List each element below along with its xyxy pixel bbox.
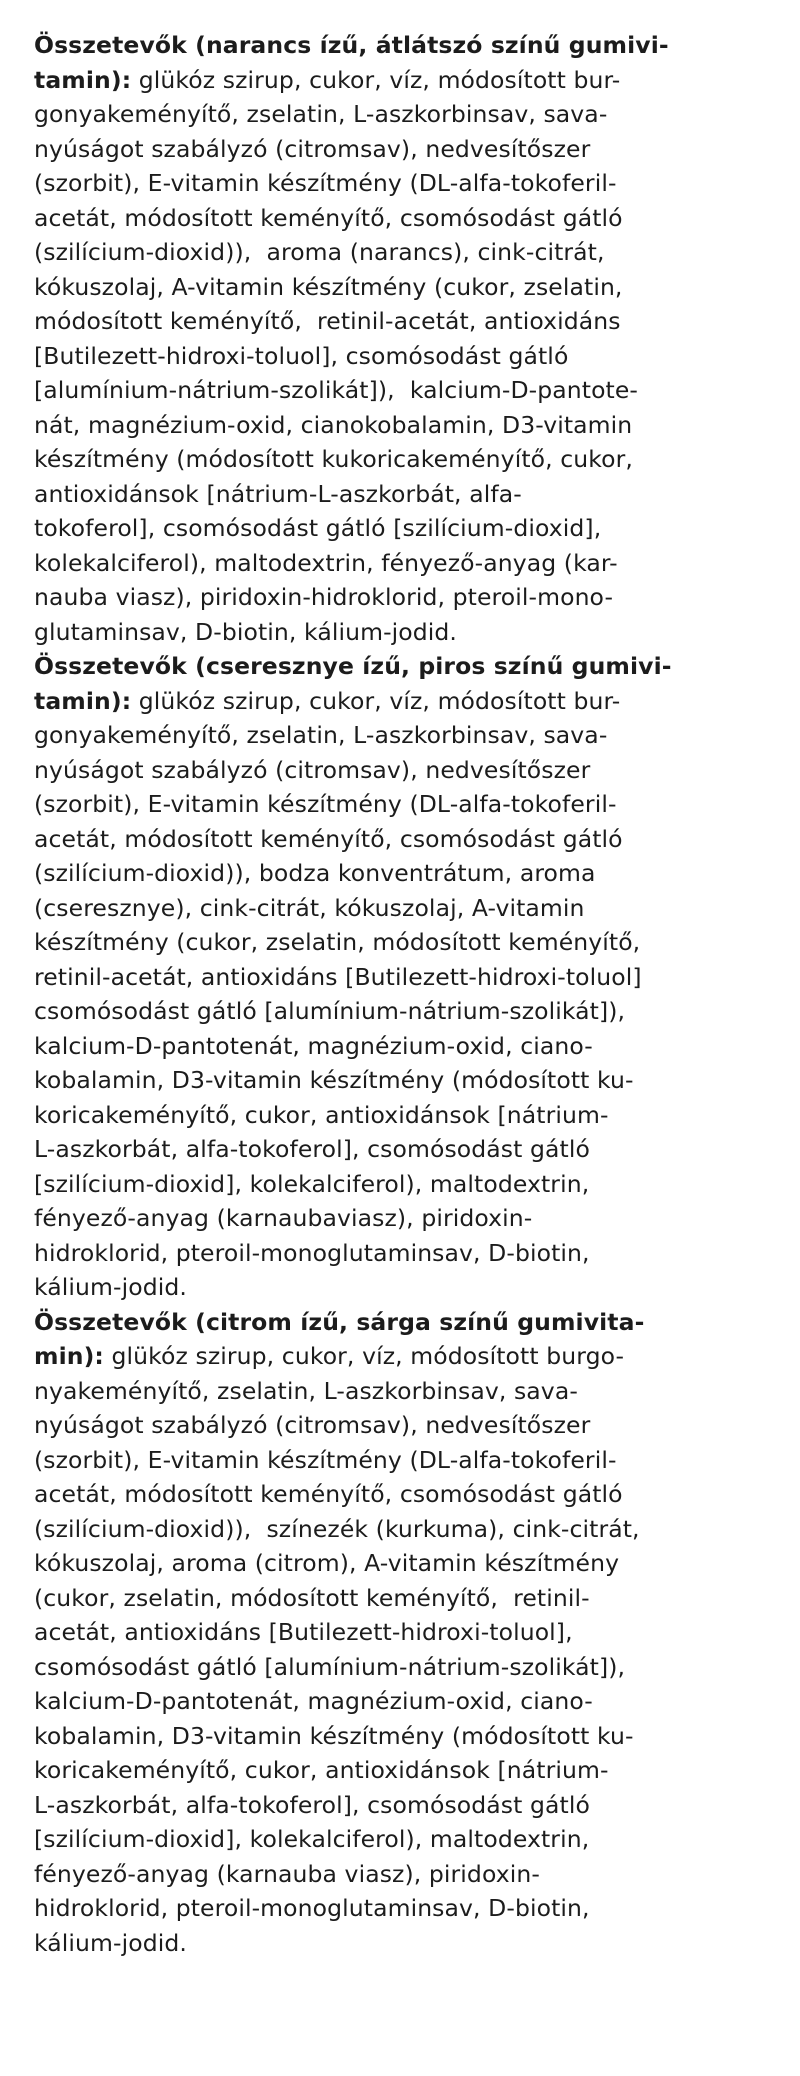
text-line bbox=[34, 1029, 764, 1064]
text-line bbox=[34, 1857, 764, 1892]
ingredients-text: [szilícium-dioxid], kolekalciferol), maltodextrin, bbox=[34, 1169, 590, 1198]
text-line bbox=[34, 615, 764, 650]
text-line bbox=[34, 1132, 764, 1167]
text-line bbox=[34, 1339, 764, 1374]
ingredients-text: (szilícium-dioxid)), bodza konventrátum, aroma bbox=[34, 859, 596, 887]
ingredients-text: acetát, módosított keményítő, csomósodást gátló bbox=[34, 1480, 623, 1508]
ingredients-text: nyakeményítő, zselatin, L-aszkorbinsav, sava- bbox=[34, 1376, 578, 1405]
ingredients-text: (szorbit), E-vitamin készítmény (DL-alfa-tokoferil- bbox=[34, 169, 617, 197]
text-line bbox=[34, 994, 764, 1029]
ingredients-text: készítmény (módosított kukoricakeményítő, cukor, bbox=[34, 445, 633, 473]
text-line bbox=[34, 960, 764, 995]
text-line bbox=[34, 442, 764, 477]
ingredients-text: nyúságot szabályzó (citromsav), nedvesítőszer bbox=[34, 134, 591, 163]
text-line bbox=[34, 373, 764, 408]
text-line bbox=[34, 1753, 764, 1788]
text-line bbox=[34, 1512, 764, 1547]
text-line bbox=[34, 1926, 764, 1961]
ingredients-text: nyúságot szabályzó (citromsav), nedvesítőszer bbox=[34, 1411, 591, 1439]
text-line bbox=[34, 1615, 764, 1650]
ingredients-text: kókuszolaj, A-vitamin készítmény (cukor, zselatin, bbox=[34, 272, 623, 301]
text-line bbox=[34, 63, 764, 98]
ingredients-section-narancs bbox=[34, 28, 764, 649]
ingredients-text: kálium-jodid. bbox=[34, 1928, 187, 1957]
ingredients-text: kobalamin, D3-vitamin készítmény (módosított ku- bbox=[34, 1721, 634, 1750]
ingredients-text: koricakeményítő, cukor, antioxidánsok [nátrium- bbox=[34, 1756, 609, 1784]
ingredients-text: acetát, módosított keményítő, csomósodást gátló bbox=[34, 203, 623, 232]
text-line bbox=[34, 1167, 764, 1202]
ingredients-text: tokoferol], csomósodást gátló [szilícium-dioxid], bbox=[34, 514, 602, 542]
text-line bbox=[34, 97, 764, 132]
text-line bbox=[34, 1305, 764, 1340]
ingredients-heading-text: tamin): bbox=[34, 686, 132, 715]
ingredients-text: L-aszkorbát, alfa-tokoferol], csomósodást gátló bbox=[34, 1790, 590, 1819]
ingredients-text: nyúságot szabályzó (citromsav), nedvesítőszer bbox=[34, 755, 591, 784]
ingredients-text: (szorbit), E-vitamin készítmény (DL-alfa-tokoferil- bbox=[34, 790, 617, 818]
ingredients-text: fényező-anyag (karnaubaviasz), piridoxin- bbox=[34, 1204, 533, 1232]
text-line bbox=[34, 1719, 764, 1754]
ingredients-text: fényező-anyag (karnauba viasz), piridoxin- bbox=[34, 1859, 540, 1888]
text-line bbox=[34, 511, 764, 546]
text-line bbox=[34, 1201, 764, 1236]
text-line bbox=[34, 1650, 764, 1685]
text-line bbox=[34, 1408, 764, 1443]
ingredients-text: glükóz szirup, cukor, víz, módosított bur- bbox=[131, 686, 621, 715]
ingredients-text: (cukor, zselatin, módosított keményítő, retinil- bbox=[34, 1583, 590, 1612]
text-line bbox=[34, 1236, 764, 1271]
text-line bbox=[34, 235, 764, 270]
ingredients-text: készítmény (cukor, zselatin, módosított keményítő, bbox=[34, 928, 641, 956]
ingredients-text: kalcium-D-pantotenát, magnézium-oxid, ciano- bbox=[34, 1031, 593, 1060]
text-line bbox=[34, 546, 764, 581]
text-line bbox=[34, 304, 764, 339]
text-line bbox=[34, 132, 764, 167]
text-line bbox=[34, 1098, 764, 1133]
text-line bbox=[34, 925, 764, 960]
text-line bbox=[34, 1063, 764, 1098]
ingredients-text: glutaminsav, D-biotin, kálium-jodid. bbox=[34, 617, 457, 646]
ingredients-text: kókuszolaj, aroma (citrom), A-vitamin készítmény bbox=[34, 1549, 620, 1577]
text-line bbox=[34, 718, 764, 753]
ingredients-heading-text: Összetevők (citrom ízű, sárga színű gumivita- bbox=[34, 1307, 645, 1336]
ingredients-text: (szorbit), E-vitamin készítmény (DL-alfa-tokoferil- bbox=[34, 1445, 617, 1474]
ingredients-text: [alumínium-nátrium-szolikát]), kalcium-D-pantote- bbox=[34, 376, 639, 404]
text-line bbox=[34, 856, 764, 891]
ingredients-text: L-aszkorbát, alfa-tokoferol], csomósodást gátló bbox=[34, 1135, 590, 1163]
text-line bbox=[34, 166, 764, 201]
ingredients-text: kalcium-D-pantotenát, magnézium-oxid, ciano- bbox=[34, 1687, 593, 1715]
ingredients-text: módosított keményítő, retinil-acetát, antioxidáns bbox=[34, 307, 621, 335]
text-line bbox=[34, 684, 764, 719]
text-line bbox=[34, 753, 764, 788]
text-line bbox=[34, 1270, 764, 1305]
text-line bbox=[34, 787, 764, 822]
ingredients-heading-text: Összetevők (cseresznye ízű, piros színű gumivi- bbox=[34, 652, 672, 680]
ingredients-text: acetát, módosított keményítő, csomósodást gátló bbox=[34, 824, 623, 853]
ingredients-text: antioxidánsok [nátrium-L-aszkorbát, alfa- bbox=[34, 479, 522, 508]
ingredients-text: retinil-acetát, antioxidáns [Butilezett-hidroxi-toluol] bbox=[34, 962, 642, 991]
text-line bbox=[34, 580, 764, 615]
text-line bbox=[34, 201, 764, 236]
ingredients-text: nát, magnézium-oxid, cianokobalamin, D3-vitamin bbox=[34, 410, 633, 439]
ingredients-text: nauba viasz), piridoxin-hidroklorid, pteroil-mono- bbox=[34, 583, 614, 611]
ingredients-text: [Butilezett-hidroxi-toluol], csomósodást gátló bbox=[34, 341, 569, 370]
text-line bbox=[34, 1891, 764, 1926]
text-line bbox=[34, 270, 764, 305]
text-line bbox=[34, 1477, 764, 1512]
ingredients-section-cseresznye bbox=[34, 649, 764, 1305]
ingredients-text: glükóz szirup, cukor, víz, módosított bur- bbox=[131, 65, 621, 94]
text-line bbox=[34, 1788, 764, 1823]
ingredients-text: kálium-jodid. bbox=[34, 1273, 187, 1301]
ingredients-text: (szilícium-dioxid)), színezék (kurkuma), cink-citrát, bbox=[34, 1514, 640, 1543]
ingredients-heading-text: Összetevők (narancs ízű, átlátszó színű gumivi- bbox=[34, 31, 669, 59]
text-line bbox=[34, 28, 764, 63]
text-line bbox=[34, 822, 764, 857]
ingredients-text: kolekalciferol), maltodextrin, fényező-anyag (kar- bbox=[34, 548, 618, 577]
text-line bbox=[34, 339, 764, 374]
ingredients-section-citrom bbox=[34, 1305, 764, 1961]
ingredients-text: (cseresznye), cink-citrát, kókuszolaj, A-vitamin bbox=[34, 893, 585, 922]
text-line bbox=[34, 477, 764, 512]
text-line bbox=[34, 1581, 764, 1616]
text-line bbox=[34, 649, 764, 684]
ingredients-text: gonyakeményítő, zselatin, L-aszkorbinsav, sava- bbox=[34, 721, 608, 749]
ingredients-text: gonyakeményítő, zselatin, L-aszkorbinsav, sava- bbox=[34, 100, 608, 128]
ingredients-text: glükóz szirup, cukor, víz, módosított burgo- bbox=[103, 1342, 625, 1370]
ingredients-document bbox=[34, 28, 764, 1960]
text-line bbox=[34, 1443, 764, 1478]
text-line bbox=[34, 1374, 764, 1409]
ingredients-text: csomósodást gátló [alumínium-nátrium-szolikát]), bbox=[34, 1652, 626, 1681]
text-line bbox=[34, 408, 764, 443]
text-line bbox=[34, 1546, 764, 1581]
ingredients-text: koricakeményítő, cukor, antioxidánsok [nátrium- bbox=[34, 1100, 609, 1129]
ingredients-text: kobalamin, D3-vitamin készítmény (módosított ku- bbox=[34, 1066, 634, 1094]
ingredients-heading-text: tamin): bbox=[34, 65, 132, 94]
ingredients-text: (szilícium-dioxid)), aroma (narancs), cink-citrát, bbox=[34, 238, 605, 266]
text-line bbox=[34, 1822, 764, 1857]
ingredients-text: acetát, antioxidáns [Butilezett-hidroxi-toluol], bbox=[34, 1618, 573, 1646]
ingredients-text: hidroklorid, pteroil-monoglutaminsav, D-biotin, bbox=[34, 1894, 590, 1922]
ingredients-heading-text: min): bbox=[34, 1342, 104, 1370]
text-line bbox=[34, 891, 764, 926]
ingredients-text: [szilícium-dioxid], kolekalciferol), maltodextrin, bbox=[34, 1825, 590, 1853]
ingredients-text: hidroklorid, pteroil-monoglutaminsav, D-biotin, bbox=[34, 1238, 590, 1267]
text-line bbox=[34, 1684, 764, 1719]
ingredients-text: csomósodást gátló [alumínium-nátrium-szolikát]), bbox=[34, 997, 626, 1025]
